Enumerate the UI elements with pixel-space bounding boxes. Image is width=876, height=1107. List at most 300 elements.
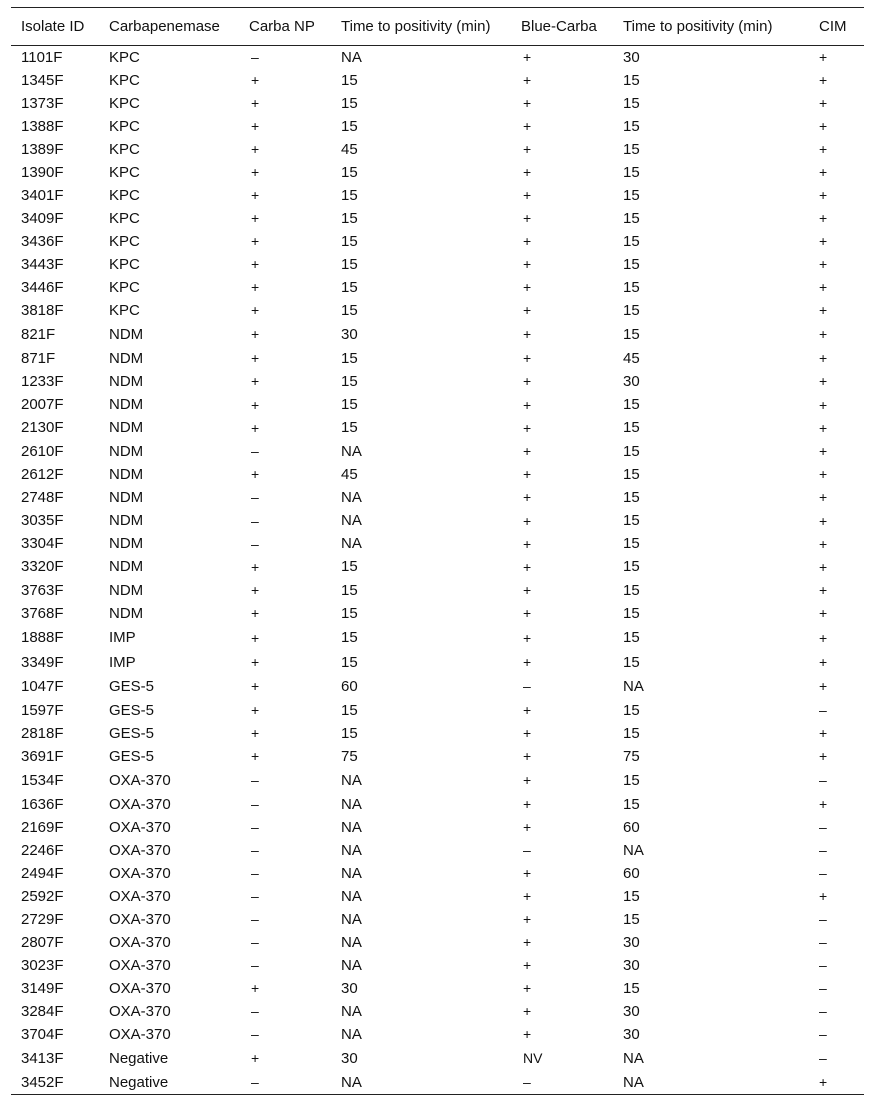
cell-carba-np: + (251, 233, 260, 249)
cell-isolate-id: 3035F (21, 512, 64, 530)
cell-carbapenemase: KPC (109, 94, 140, 112)
cell-blue-carba: + (523, 819, 532, 836)
cell-carbapenemase: GES-5 (109, 701, 155, 719)
cell-cim: + (819, 489, 828, 506)
cell-cim: + (819, 118, 828, 134)
cell-carba-np: + (251, 396, 260, 413)
cell-isolate-id: 3023F (21, 956, 64, 974)
cell-blue-carba: + (523, 302, 532, 318)
cell-carba-np-time: NA (341, 841, 362, 859)
cell-carba-np-time: NA (341, 910, 362, 928)
cell-blue-carba: + (523, 489, 532, 506)
cell-carba-np-time: 75 (341, 747, 358, 765)
cell-blue-carba: + (523, 535, 532, 552)
cell-cim: + (819, 629, 828, 646)
table-row (11, 931, 864, 954)
cell-cim: + (819, 256, 828, 272)
cell-carbapenemase: NDM (109, 581, 144, 599)
cell-blue-carba: + (523, 865, 532, 882)
cell-blue-carba-time: 15 (623, 71, 640, 89)
cell-carba-np-time: 15 (341, 419, 358, 437)
cell-isolate-id: 2729F (21, 910, 64, 928)
cell-isolate-id: 2610F (21, 442, 64, 460)
cell-carba-np-time: NA (341, 488, 362, 506)
cell-carba-np: – (251, 819, 259, 836)
table-row (11, 602, 864, 625)
cell-blue-carba: + (523, 796, 532, 813)
cell-carbapenemase: IMP (109, 653, 136, 671)
cell-carba-np-time: NA (341, 887, 362, 905)
cell-carba-np-time: NA (341, 1025, 362, 1043)
cell-cim: + (819, 72, 828, 88)
table-row (11, 439, 864, 462)
cell-blue-carba-time: 15 (623, 117, 640, 135)
cell-blue-carba: + (523, 419, 532, 436)
cell-blue-carba-time: 30 (623, 372, 640, 390)
cell-carbapenemase: KPC (109, 48, 140, 66)
table-row (11, 1023, 864, 1046)
cell-carbapenemase: GES-5 (109, 747, 155, 765)
cell-carba-np-time: 15 (341, 581, 358, 599)
cell-carba-np-time: NA (341, 535, 362, 553)
cell-cim: – (819, 957, 827, 974)
cell-cim: – (819, 819, 827, 836)
cell-carba-np: + (251, 141, 260, 157)
cell-cim: + (819, 396, 828, 413)
cell-cim: + (819, 326, 828, 343)
cell-blue-carba-time: NA (623, 841, 644, 859)
cell-carba-np: – (251, 842, 259, 859)
cell-blue-carba-time: 15 (623, 535, 640, 553)
cell-carba-np-time: NA (341, 956, 362, 974)
table-row (11, 768, 864, 793)
cell-isolate-id: 1373F (21, 94, 64, 112)
cell-carbapenemase: OXA-370 (109, 956, 171, 974)
cell-blue-carba-time: 30 (623, 48, 640, 66)
cell-isolate-id: 871F (21, 349, 56, 367)
cell-carba-np-time: NA (341, 48, 362, 66)
cell-carba-np: + (251, 326, 260, 343)
cell-blue-carba: + (523, 49, 532, 66)
cell-isolate-id: 2748F (21, 488, 64, 506)
cell-carba-np: + (251, 654, 260, 671)
cell-carbapenemase: GES-5 (109, 677, 155, 695)
cell-isolate-id: 1101F (21, 48, 63, 66)
cell-blue-carba-time: 15 (623, 301, 640, 319)
cell-carba-np-time: 15 (341, 255, 358, 273)
cell-blue-carba-time: NA (623, 1073, 644, 1091)
cell-isolate-id: 3349F (21, 653, 64, 671)
cell-isolate-id: 2818F (21, 724, 64, 742)
cell-carba-np-time: 15 (341, 629, 358, 647)
table-row (11, 816, 864, 839)
cell-blue-carba-time: 15 (623, 419, 640, 437)
cell-isolate-id: 3413F (21, 1049, 64, 1067)
cell-carba-np: – (251, 489, 259, 506)
cell-blue-carba: + (523, 654, 532, 671)
cell-carbapenemase: OXA-370 (109, 933, 171, 951)
cell-blue-carba-time: 15 (623, 255, 640, 273)
cell-cim: + (819, 141, 828, 157)
cell-blue-carba: + (523, 256, 532, 272)
cell-blue-carba-time: 15 (623, 488, 640, 506)
cell-carba-np: + (251, 419, 260, 436)
cell-blue-carba: + (523, 558, 532, 575)
cell-carbapenemase: NDM (109, 325, 144, 343)
cell-blue-carba-time: 60 (623, 864, 640, 882)
cell-carba-np: – (251, 772, 259, 789)
cell-blue-carba-time: 15 (623, 558, 640, 576)
cell-carbapenemase: KPC (109, 278, 140, 296)
cell-cim: – (819, 911, 827, 928)
cell-blue-carba-time: 15 (623, 771, 640, 789)
cell-isolate-id: 2246F (21, 841, 64, 859)
cell-carbapenemase: KPC (109, 117, 140, 135)
cell-isolate-id: 3443F (21, 255, 64, 273)
cell-cim: + (819, 748, 828, 765)
cell-blue-carba-time: 15 (623, 140, 640, 158)
cell-cim: + (819, 279, 828, 295)
cell-carba-np: + (251, 466, 260, 483)
cell-blue-carba-time: 15 (623, 795, 640, 813)
cell-blue-carba-time: 30 (623, 933, 640, 951)
cell-cim: + (819, 535, 828, 552)
cell-carba-np-time: 15 (341, 94, 358, 112)
cell-carba-np-time: NA (341, 442, 362, 460)
cell-carba-np-time: 15 (341, 558, 358, 576)
cell-blue-carba-time: 15 (623, 979, 640, 997)
cell-carbapenemase: NDM (109, 442, 144, 460)
table-row (11, 253, 864, 276)
table-row (11, 299, 864, 322)
cell-cim: + (819, 419, 828, 436)
cell-blue-carba-time: NA (623, 677, 644, 695)
cell-blue-carba: + (523, 702, 532, 719)
header-cim: CIM (795, 8, 864, 46)
cell-carbapenemase: NDM (109, 558, 144, 576)
cell-isolate-id: 3149F (21, 979, 64, 997)
cell-cim: + (819, 373, 828, 390)
table-row (11, 908, 864, 931)
cell-carba-np: + (251, 725, 260, 742)
cell-carbapenemase: OXA-370 (109, 771, 171, 789)
table-row (11, 115, 864, 138)
table-row (11, 839, 864, 862)
cell-blue-carba: + (523, 888, 532, 905)
cell-carba-np-time: NA (341, 933, 362, 951)
cell-carba-np-time: 15 (341, 653, 358, 671)
cell-blue-carba-time: 15 (623, 653, 640, 671)
cell-blue-carba-time: 15 (623, 278, 640, 296)
cell-blue-carba: + (523, 141, 532, 157)
cell-carbapenemase: NDM (109, 535, 144, 553)
cell-cim: + (819, 678, 828, 695)
cell-isolate-id: 2007F (21, 396, 64, 414)
table-row (11, 745, 864, 768)
cell-isolate-id: 3818F (21, 301, 64, 319)
cell-cim: – (819, 1003, 827, 1020)
cell-cim: + (819, 187, 828, 203)
cell-isolate-id: 1597F (21, 701, 64, 719)
cell-isolate-id: 3401F (21, 186, 64, 204)
cell-blue-carba-time: 15 (623, 887, 640, 905)
cell-cim: + (819, 605, 828, 622)
cell-carba-np-time: 15 (341, 349, 358, 367)
cell-carba-np: – (251, 911, 259, 928)
cell-carba-np-time: NA (341, 512, 362, 530)
cell-carba-np: + (251, 980, 260, 997)
cell-carba-np: + (251, 678, 260, 695)
cell-carbapenemase: OXA-370 (109, 1002, 171, 1020)
table-row (11, 92, 864, 115)
cell-isolate-id: 2130F (21, 419, 64, 437)
cell-carbapenemase: IMP (109, 629, 136, 647)
cell-blue-carba: + (523, 279, 532, 295)
cell-blue-carba: + (523, 350, 532, 367)
cell-isolate-id: 1888F (21, 629, 64, 647)
cell-carbapenemase: NDM (109, 396, 144, 414)
cell-carbapenemase: KPC (109, 301, 140, 319)
cell-cim: + (819, 558, 828, 575)
cell-isolate-id: 2807F (21, 933, 64, 951)
cell-carba-np-time: 15 (341, 209, 358, 227)
cell-isolate-id: 1390F (21, 163, 64, 181)
cell-carbapenemase: KPC (109, 209, 140, 227)
table-row (11, 161, 864, 184)
table-row (11, 885, 864, 908)
cell-carba-np: – (251, 512, 259, 529)
cell-blue-carba-time: 75 (623, 747, 640, 765)
cell-carbapenemase: OXA-370 (109, 1025, 171, 1043)
cell-carba-np: + (251, 373, 260, 390)
cell-blue-carba-time: 15 (623, 910, 640, 928)
cell-isolate-id: 3436F (21, 232, 64, 250)
cell-carba-np: + (251, 256, 260, 272)
header-carba-np-time: Time to positivity (min) (331, 8, 511, 46)
table-row (11, 722, 864, 745)
cell-carba-np-time: 15 (341, 396, 358, 414)
cell-carbapenemase: NDM (109, 372, 144, 390)
cell-isolate-id: 1047F (21, 677, 64, 695)
cell-blue-carba-time: 15 (623, 629, 640, 647)
cell-cim: – (819, 980, 827, 997)
cell-carbapenemase: NDM (109, 419, 144, 437)
cell-blue-carba: + (523, 772, 532, 789)
cell-cim: + (819, 233, 828, 249)
cell-blue-carba-time: 15 (623, 604, 640, 622)
table-header (11, 8, 864, 46)
cell-carbapenemase: KPC (109, 163, 140, 181)
cell-blue-carba: + (523, 957, 532, 974)
cell-isolate-id: 2169F (21, 818, 64, 836)
cell-carba-np: – (251, 1074, 259, 1091)
cell-blue-carba-time: 15 (623, 701, 640, 719)
cell-cim: + (819, 1074, 828, 1091)
cell-carbapenemase: OXA-370 (109, 979, 171, 997)
cell-cim: + (819, 210, 828, 226)
cell-cim: – (819, 865, 827, 882)
cell-blue-carba-time: 15 (623, 232, 640, 250)
cell-cim: + (819, 350, 828, 367)
cell-carba-np-time: NA (341, 1073, 362, 1091)
cell-isolate-id: 3452F (21, 1073, 64, 1091)
cell-blue-carba: + (523, 466, 532, 483)
cell-blue-carba-time: 60 (623, 818, 640, 836)
cell-carba-np: – (251, 443, 259, 460)
table-row (11, 862, 864, 885)
cell-blue-carba: + (523, 605, 532, 622)
cell-cim: – (819, 772, 827, 789)
cell-carba-np-time: 15 (341, 232, 358, 250)
table-row (11, 138, 864, 161)
cell-carba-np-time: 15 (341, 604, 358, 622)
cell-cim: + (819, 466, 828, 483)
cell-blue-carba: + (523, 187, 532, 203)
cell-carbapenemase: KPC (109, 71, 140, 89)
cell-blue-carba-time: 15 (623, 209, 640, 227)
cell-blue-carba: – (523, 678, 531, 695)
cell-carba-np: – (251, 535, 259, 552)
cell-blue-carba-time: 15 (623, 94, 640, 112)
cell-carbapenemase: NDM (109, 465, 144, 483)
cell-blue-carba: + (523, 582, 532, 599)
table-row (11, 46, 864, 69)
cell-blue-carba: + (523, 95, 532, 111)
cell-blue-carba-time: 45 (623, 349, 640, 367)
cell-cim: + (819, 654, 828, 671)
cell-cim: – (819, 934, 827, 951)
cell-isolate-id: 1636F (21, 795, 64, 813)
cell-blue-carba-time: 15 (623, 581, 640, 599)
cell-blue-carba: + (523, 911, 532, 928)
cell-carba-np: + (251, 118, 260, 134)
cell-isolate-id: 3768F (21, 604, 64, 622)
cell-carbapenemase: KPC (109, 232, 140, 250)
cell-cim: + (819, 443, 828, 460)
table-row (11, 699, 864, 722)
cell-blue-carba: + (523, 934, 532, 951)
cell-carba-np-time: 15 (341, 372, 358, 390)
cell-blue-carba: + (523, 164, 532, 180)
cell-carbapenemase: KPC (109, 255, 140, 273)
cell-blue-carba: + (523, 748, 532, 765)
cell-blue-carba: + (523, 1026, 532, 1043)
cell-carbapenemase: NDM (109, 488, 144, 506)
cell-blue-carba-time: 15 (623, 512, 640, 530)
cell-carbapenemase: OXA-370 (109, 910, 171, 928)
cell-carba-np: – (251, 796, 259, 813)
results-table (11, 8, 864, 1094)
cell-carba-np: – (251, 49, 259, 66)
cell-carba-np-time: 60 (341, 677, 358, 695)
cell-carba-np-time: 15 (341, 163, 358, 181)
cell-carba-np-time: 15 (341, 701, 358, 719)
cell-blue-carba: + (523, 980, 532, 997)
cell-carba-np: + (251, 748, 260, 765)
cell-carba-np: – (251, 888, 259, 905)
cell-cim: + (819, 725, 828, 742)
table-row (11, 555, 864, 578)
cell-carba-np: + (251, 702, 260, 719)
cell-blue-carba-time: 15 (623, 325, 640, 343)
cell-carbapenemase: GES-5 (109, 724, 155, 742)
cell-blue-carba: + (523, 72, 532, 88)
results-table-container (11, 7, 864, 1095)
table-row (11, 532, 864, 555)
cell-cim: + (819, 95, 828, 111)
table-row (11, 347, 864, 370)
cell-cim: + (819, 49, 828, 66)
cell-blue-carba: + (523, 210, 532, 226)
table-row (11, 650, 864, 674)
table-row (11, 486, 864, 509)
cell-isolate-id: 2494F (21, 864, 64, 882)
table-row (11, 184, 864, 207)
cell-carba-np-time: 30 (341, 1049, 358, 1067)
table-row (11, 1071, 864, 1094)
header-blue-carba: Blue-Carba (511, 8, 613, 46)
cell-blue-carba-time: 15 (623, 724, 640, 742)
cell-carba-np: + (251, 350, 260, 367)
cell-carba-np: + (251, 582, 260, 599)
cell-cim: + (819, 888, 828, 905)
cell-blue-carba-time: 15 (623, 186, 640, 204)
cell-carba-np: + (251, 164, 260, 180)
cell-blue-carba-time: 15 (623, 163, 640, 181)
cell-carba-np: + (251, 72, 260, 88)
cell-isolate-id: 3763F (21, 581, 64, 599)
table-row (11, 322, 864, 347)
table-row (11, 1000, 864, 1023)
cell-carba-np: + (251, 302, 260, 318)
cell-cim: – (819, 1050, 827, 1067)
cell-blue-carba-time: 30 (623, 1002, 640, 1020)
cell-cim: + (819, 582, 828, 599)
cell-isolate-id: 2592F (21, 887, 64, 905)
cell-blue-carba: + (523, 118, 532, 134)
table-row (11, 276, 864, 299)
cell-blue-carba: + (523, 326, 532, 343)
header-blue-carba-time: Time to positivity (min) (613, 8, 795, 46)
cell-carbapenemase: NDM (109, 604, 144, 622)
cell-carba-np: – (251, 957, 259, 974)
cell-isolate-id: 3320F (21, 558, 64, 576)
cell-isolate-id: 1388F (21, 117, 64, 135)
table-row (11, 579, 864, 602)
cell-cim: – (819, 1026, 827, 1043)
cell-blue-carba: – (523, 1074, 531, 1091)
cell-carbapenemase: Negative (109, 1073, 169, 1091)
cell-isolate-id: 3446F (21, 278, 64, 296)
cell-carba-np: + (251, 210, 260, 226)
cell-carba-np: + (251, 187, 260, 203)
cell-carba-np: + (251, 95, 260, 111)
cell-carbapenemase: OXA-370 (109, 887, 171, 905)
cell-isolate-id: 1345F (21, 71, 64, 89)
table-row (11, 954, 864, 977)
cell-blue-carba: + (523, 443, 532, 460)
cell-carba-np-time: 45 (341, 140, 358, 158)
header-carba-np: Carba NP (239, 8, 331, 46)
cell-carbapenemase: OXA-370 (109, 841, 171, 859)
table-row (11, 416, 864, 439)
cell-carba-np-time: NA (341, 818, 362, 836)
cell-cim: + (819, 796, 828, 813)
table-row (11, 977, 864, 1000)
table-row (11, 393, 864, 416)
cell-carba-np-time: 30 (341, 325, 358, 343)
cell-carba-np-time: 45 (341, 465, 358, 483)
